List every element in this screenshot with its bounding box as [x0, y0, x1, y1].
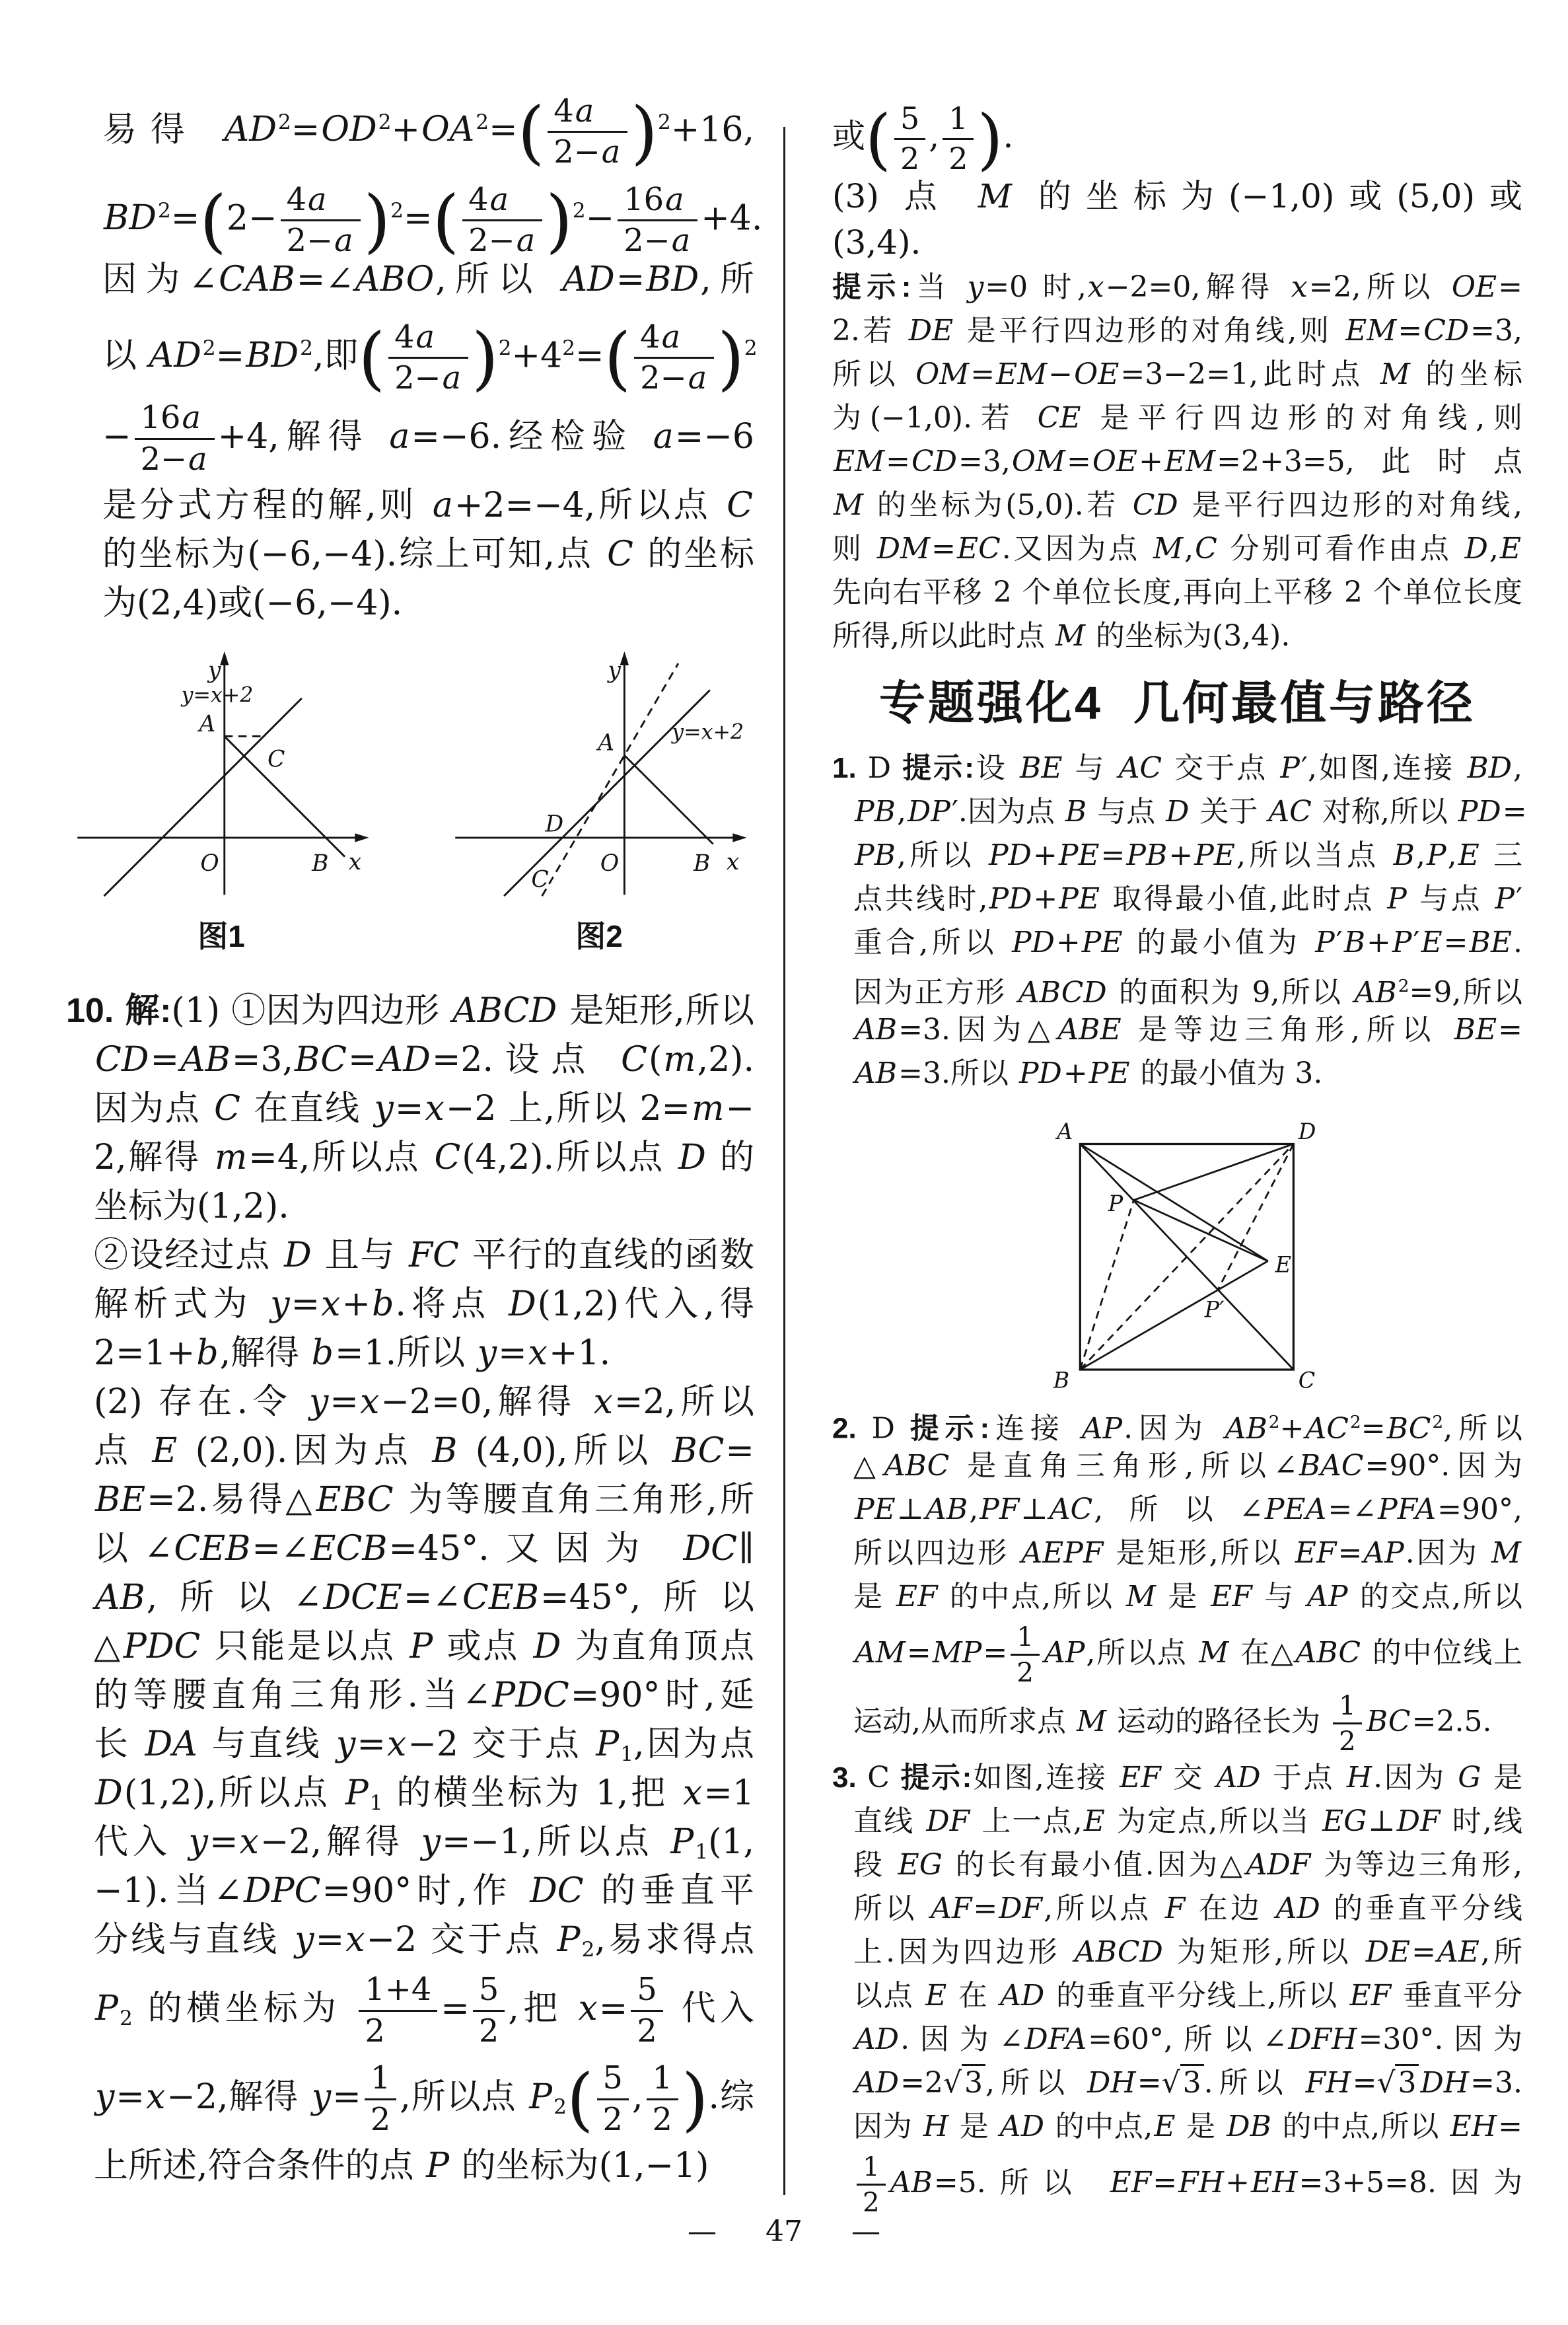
- text-line: 所以 OM=EM−OE=3−2=1,此时点 M 的坐标: [832, 357, 1522, 391]
- text-line: (3) 点 M 的坐标为(−1,0)或(5,0)或: [832, 177, 1522, 215]
- hint-paragraph-m: [832, 266, 1522, 658]
- text-line: 坐标为(1,2).: [94, 1187, 289, 1226]
- text-line: BE=2.易得△EBC 为等腰直角三角形,所: [95, 1480, 754, 1520]
- text-line: 以 $AD^2=BD^2$,即( $\frac{4a}{2-a}$ )$^2+4^2=$( $\frac{4a}{2-a}$ )$^2$: [102, 317, 758, 398]
- right-column: [832, 99, 1527, 2218]
- text-line: 点共线时,PD+PE 取得最小值,此时点 P 与点 P′: [853, 882, 1522, 916]
- page-number: 47: [766, 2215, 802, 2248]
- segment-pd: [1133, 1144, 1293, 1200]
- text-line: (3,4).: [832, 223, 921, 262]
- text-line: AM=MP= $\frac{1}{2}$ AP,所以点 M 在△ABC 的中位线上: [855, 1620, 1522, 1688]
- y-axis-arrow-icon: [620, 651, 629, 665]
- footer-right-dash: —: [851, 2215, 880, 2248]
- problem-1-answer: [832, 747, 1527, 1095]
- text-line: ②设经过点 D 且与 FC 平行的直线的函数: [94, 1236, 755, 1275]
- text-line: △PDC 只能是以点 P 或点 D 为直角顶点: [94, 1627, 755, 1666]
- text-line: (2) 存在.令 y=x−2=0,解得 x=2,所以: [94, 1382, 755, 1422]
- text-line: 因为∠CAB=∠ABO,所以 AD=BD,所: [102, 260, 755, 299]
- text-line: 的等腰直角三角形.当∠PDC=90°时,延: [94, 1676, 754, 1715]
- text-line: 是分式方程的解,则 a+2=−4,所以点 C: [102, 486, 753, 525]
- text-line: 上所述,符合条件的点 P 的坐标为(1,−1): [94, 2146, 709, 2186]
- text-line: 为(−1,0).若 CE 是平行四边形的对角线,则: [832, 401, 1522, 435]
- text-line: 以∠CEB=∠ECB=45°.又因为 DC∥: [94, 1529, 754, 1568]
- text-line: AD=2√3,所以 DH=√3.所以 FH=√3 DH=3.: [853, 2061, 1522, 2105]
- fig2-line-equation-label: y=x+2: [672, 720, 744, 745]
- text-line: AB=3.因为△ABE 是等边三角形,所以 BE=: [855, 1013, 1522, 1047]
- text-line: 因为 H 是 AD 的中点,E 是 DB 的中点,所以 EH=: [853, 2110, 1522, 2143]
- footer-left-dash: —: [688, 2215, 717, 2248]
- square-point-p-label: P: [1108, 1191, 1123, 1216]
- section-header-number: 专题强化4: [879, 677, 1103, 729]
- segment-be: [1080, 1261, 1267, 1370]
- text-line: 2.若 DE 是平行四边形的对角线,则 EM=CD=3,: [832, 314, 1522, 348]
- figure-2-plot: [444, 647, 754, 901]
- text-line: D(1,2),所以点 $P_1$ 的横坐标为 1,把 x=1: [95, 1773, 754, 1815]
- fig1-point-c-label: C: [267, 746, 285, 773]
- text-line: 或( $\frac{5}{2}$ , $\frac{1}{2}$ ).: [832, 100, 1014, 178]
- fig2-origin-label: O: [600, 850, 620, 877]
- section-header-title: 几何最值与路径: [1133, 677, 1476, 729]
- x-axis-arrow-icon: [732, 833, 746, 842]
- figure-1-caption: 图1: [197, 919, 245, 953]
- text-line: 因为正方形 ABCD 的面积为 9,所以 $AB^2=9$,所以: [853, 975, 1522, 1010]
- text-line: AB,所以∠DCE=∠CEB=45°,所以: [95, 1578, 754, 1617]
- text-line: 运动,从而所求点 M 运动的路径长为 $\frac{1}{2}$ BC=2.5.: [853, 1689, 1492, 1757]
- text-line: 所得,所以此时点 M 的坐标为(3,4).: [832, 619, 1291, 653]
- text-line: 的坐标为(−6,−4).综上可知,点 C 的坐标: [102, 535, 754, 574]
- figure-1: [66, 647, 376, 956]
- text-line: 因为点 C 在直线 y=x−2 上,所以 2=m−: [94, 1089, 755, 1128]
- square-point-p-prime-label: P′: [1204, 1296, 1225, 1323]
- fig2-y-axis-label: y: [608, 657, 621, 684]
- figure-square-abcd: [832, 1107, 1522, 1394]
- text-line: PB,DP′.因为点 B 与点 D 关于 AC 对称,所以 PD=: [855, 795, 1527, 829]
- square-point-d-label: D: [1298, 1119, 1316, 1145]
- fig2-point-a-label: A: [598, 729, 615, 757]
- text-line: y=x−2,解得 y= $\frac{1}{2}$ ,所以点 $P_2$( $\frac{5}{2}$ , $\frac{1}{2}$ ).综: [95, 2059, 755, 2140]
- square-point-e-label: E: [1275, 1251, 1291, 1278]
- text-line: 提示:当 y=0 时,x−2=0,解得 x=2,所以 OE=: [832, 270, 1522, 304]
- text-line: 为(2,4)或(−6,−4).: [102, 583, 403, 623]
- text-line: 以点 E 在 AD 的垂直平分线上,所以 EF 垂直平分: [853, 1979, 1522, 2012]
- text-line: 长 DA 与直线 y=x−2 交于点 $P_1$,因为点: [94, 1724, 755, 1766]
- text-line: 则 DM=EC.又因为点 M,C 分别可看作由点 D,E: [832, 532, 1521, 566]
- text-line: 3. C 提示:如图,连接 EF 交 AD 于点 H.因为 G 是: [832, 1761, 1522, 1794]
- text-line: 2=1+b,解得 b=1.所以 y=x+1.: [94, 1333, 611, 1373]
- falling-line-AB: [624, 755, 713, 844]
- text-line: 2. D 提示:连接 AP.因为 $AB^2+AC^2=BC^2$,所以: [832, 1411, 1522, 1446]
- text-line: CD=AB=3,BC=AD=2.设点 C(m,2).: [95, 1040, 754, 1080]
- text-line: 所以四边形 AEPF 是矩形,所以 EF=AP.因为 M: [853, 1536, 1521, 1570]
- text-line: 10. 解:(1) ①因为四边形 ABCD 是矩形,所以: [66, 991, 755, 1031]
- text-line: $\frac{1}{2}$ AB=5.所以 EF=FH+EH=3+5=8.因为: [853, 2149, 1522, 2217]
- text-line: − $\frac{16a}{2-a}$ +4,解得 a=−6.经检验 a=−6: [102, 400, 754, 478]
- text-line: 分线与直线 y=x−2 交于点 $P_2$,易求得点: [94, 1920, 755, 1962]
- fig1-line-equation-label: y=x+2: [181, 683, 254, 708]
- text-line: −1).当∠DPC=90°时,作 DC 的垂直平: [94, 1871, 754, 1911]
- text-line: 易得 $AD^2=OD^2+OA^2=$( $\frac{4a}{2-a}$ )$^2$+16,: [102, 91, 754, 172]
- x-axis-arrow-icon: [355, 833, 369, 842]
- left-column: [66, 78, 763, 2190]
- text-line: 解析式为 y=x+b.将点 D(1,2)代入,得: [94, 1284, 755, 1324]
- text-line: 段 EG 的长有最小值.因为△ADF 为等边三角形,: [853, 1848, 1522, 1882]
- text-line: EM=CD=3,OM=OE+EM=2+3=5,此时点: [834, 445, 1522, 478]
- fig2-x-axis-label: x: [726, 848, 740, 875]
- problem-m-answer: [832, 99, 1522, 266]
- text-line: PE⊥AB,PF⊥AC,所以∠PEA=∠PFA=90°,: [855, 1493, 1522, 1526]
- text-line: $P_2$ 的横坐标为 $\frac{1+4}{2}$ = $\frac{5}{2}$ ,把 x= $\frac{5}{2}$ 代入: [95, 1972, 755, 2049]
- figure-1-plot: [66, 647, 376, 901]
- y-axis-arrow-icon: [220, 651, 229, 665]
- text-line: M 的坐标为(5,0).若 CD 是平行四边形的对角线,: [834, 488, 1523, 522]
- text-line: AB=3.所以 PD+PE 的最小值为 3.: [855, 1056, 1323, 1090]
- square-point-b-label: B: [1053, 1367, 1069, 1393]
- fig2-point-c-label: C: [531, 866, 549, 893]
- problem-3-answer: [832, 1756, 1522, 2217]
- text-line: 重合,所以 PD+PE 的最小值为 P′B+P′E=BE.: [853, 926, 1522, 959]
- fig2-point-b-label: B: [693, 850, 711, 877]
- page-footer: [0, 2215, 1568, 2248]
- figure-square-plot: [1019, 1107, 1336, 1394]
- text-line: 点 E (2,0).因为点 B (4,0),所以 BC=: [94, 1431, 754, 1471]
- fig1-point-a-label: A: [199, 710, 216, 737]
- text-line: 2,解得 m=4,所以点 C(4,2).所以点 D 的: [94, 1138, 754, 1177]
- figure-2-caption: 图2: [575, 919, 623, 953]
- square-point-c-label: C: [1298, 1367, 1315, 1393]
- fig1-origin-label: O: [200, 850, 219, 877]
- text-line: 所以 AF=DF,所以点 F 在边 AD 的垂直平分线: [853, 1892, 1522, 1925]
- section-header: [832, 675, 1522, 731]
- fig1-x-axis-label: x: [348, 848, 362, 875]
- text-line: 直线 DF 上一点,E 为定点,所以当 EG⊥DF 时,线: [853, 1804, 1522, 1838]
- fig1-y-axis-label: y: [207, 657, 221, 684]
- fig1-point-b-label: B: [312, 850, 329, 877]
- text-line: 先向右平移 2 个单位长度,再向上平移 2 个单位长度: [832, 575, 1522, 609]
- fig2-point-d-label: D: [545, 811, 564, 838]
- problem-10-solution: [66, 986, 754, 2190]
- figure-row: [66, 647, 754, 956]
- text-line: 1. D 提示:设 BE 与 AC 交于点 P′,如图,连接 BD,: [832, 751, 1522, 785]
- text-line: $BD^2=(2-$ $\frac{4a}{2-a}$ )$^2$=( $\frac{4a}{2-a}$ )$^2$− $\frac{16a}{2-a}$ +4.: [104, 180, 763, 261]
- text-line: AD.因为∠DFA=60°,所以∠DFH=30°.因为: [855, 2022, 1522, 2056]
- text-line: 上.因为四边形 ABCD 为矩形,所以 DE=AE,所: [853, 1935, 1522, 1969]
- problem-2-answer: [832, 1401, 1522, 1756]
- figure-2: [444, 647, 754, 956]
- text-line: PB,所以 PD+PE=PB+PE,所以当点 B,P,E 三: [855, 838, 1522, 872]
- square-point-a-label: A: [1056, 1119, 1073, 1145]
- text-line: △ABC 是直角三角形,所以∠BAC=90°.因为: [853, 1449, 1523, 1483]
- column-divider-rule: [783, 127, 785, 2195]
- problem-9-solution-continuation: [102, 78, 763, 628]
- text-line: 是 EF 的中点,所以 M 是 EF 与 AP 的交点,所以: [853, 1580, 1522, 1613]
- text-line: 代入 y=x−2,解得 y=−1,所以点 $P_1(1$,: [94, 1822, 754, 1864]
